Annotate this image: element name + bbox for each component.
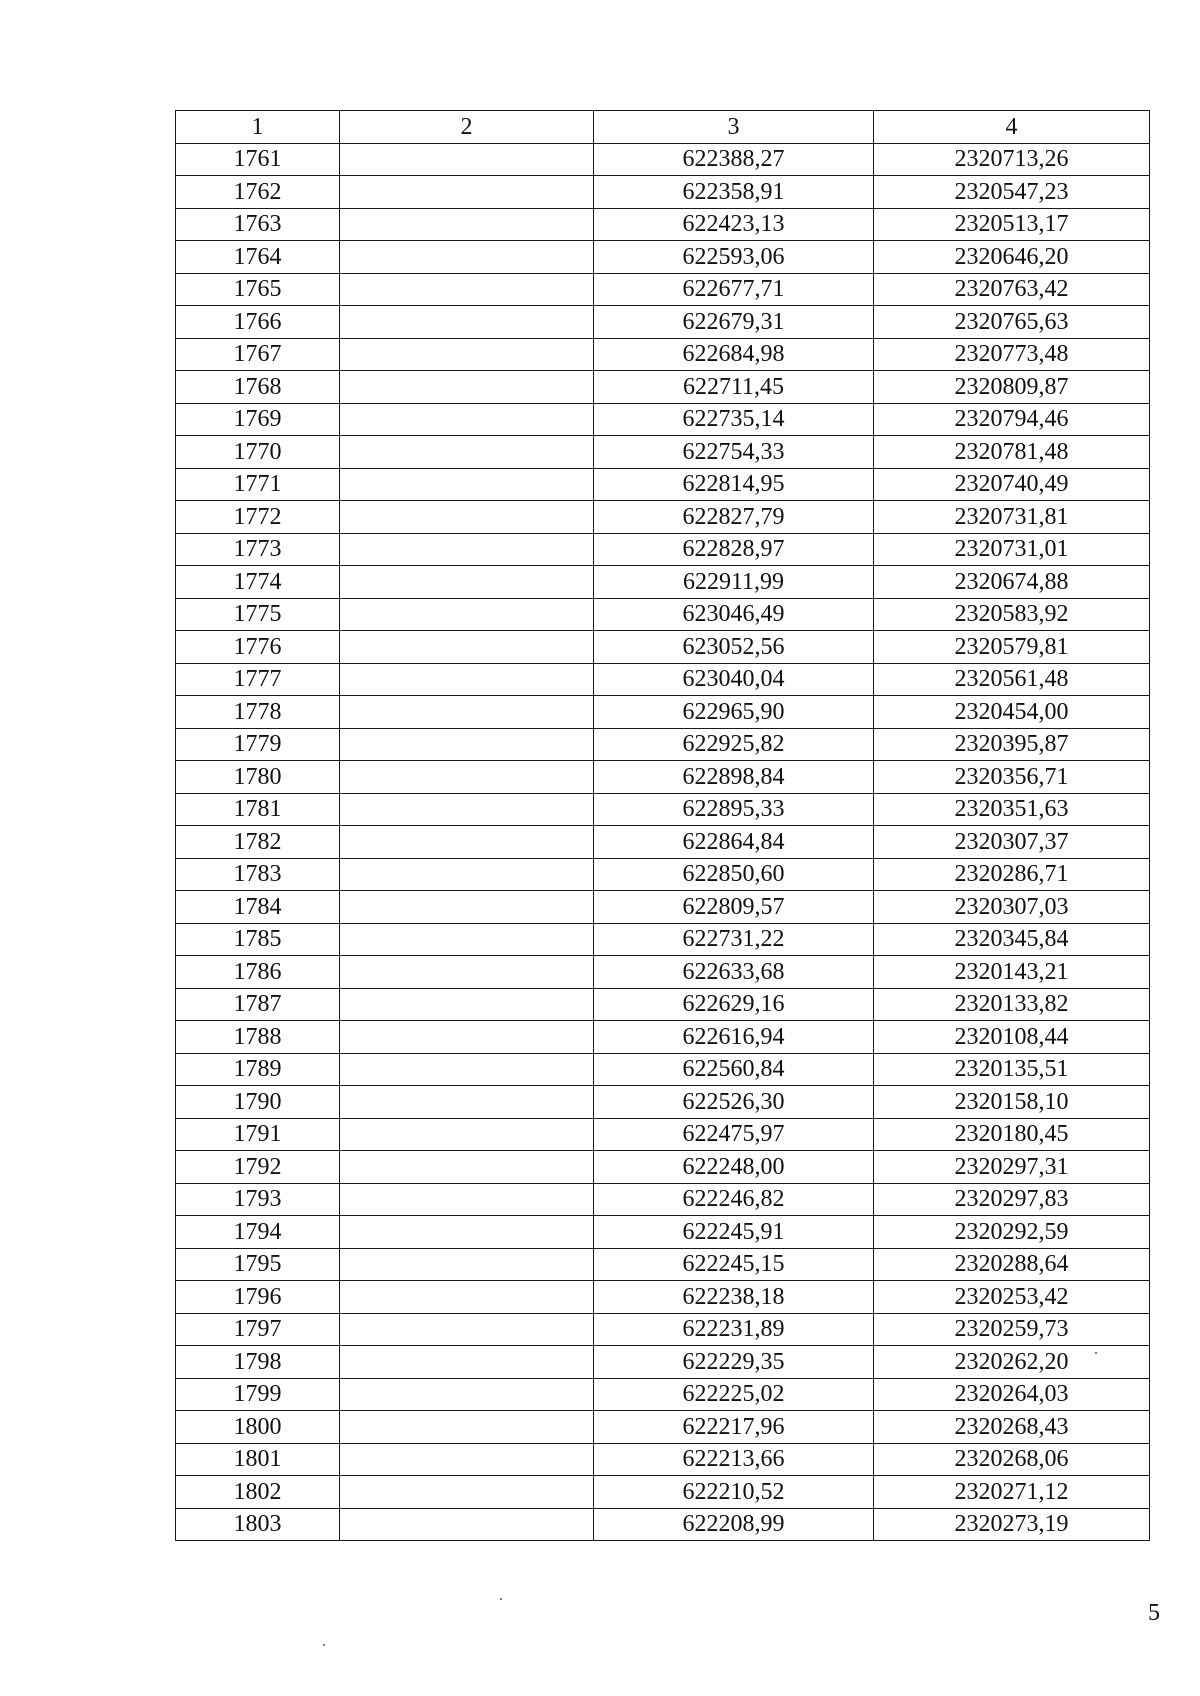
- table-cell-col-3: 622925,82: [594, 728, 874, 761]
- table-cell-col-3: 622827,79: [594, 501, 874, 534]
- table-cell-col-4: 2320579,81: [874, 631, 1150, 664]
- table-row: [176, 1151, 1150, 1184]
- table-cell-col-2: [340, 143, 594, 176]
- table-cell-col-1: 1768: [176, 371, 340, 404]
- table-row: [176, 371, 1150, 404]
- table-cell-col-4: 2320135,51: [874, 1053, 1150, 1086]
- table-cell-col-2: [340, 1508, 594, 1541]
- table-cell-col-3: 622229,35: [594, 1346, 874, 1379]
- scan-speck: [1095, 1352, 1097, 1354]
- table-cell-col-3: 622898,84: [594, 761, 874, 794]
- table-cell-col-1: 1769: [176, 403, 340, 436]
- table-cell-col-1: 1787: [176, 988, 340, 1021]
- table-cell-col-2: [340, 858, 594, 891]
- table-row: [176, 1378, 1150, 1411]
- table-cell-col-2: [340, 371, 594, 404]
- table-cell-col-2: [340, 1151, 594, 1184]
- table-row: [176, 1443, 1150, 1476]
- table-cell-col-2: [340, 241, 594, 274]
- table-cell-col-2: [340, 208, 594, 241]
- table-row: [176, 306, 1150, 339]
- table-cell-col-2: [340, 1313, 594, 1346]
- table-row: [176, 891, 1150, 924]
- table-cell-col-1: 1777: [176, 663, 340, 696]
- table-cell-col-4: 2320253,42: [874, 1281, 1150, 1314]
- table-cell-col-4: 2320731,01: [874, 533, 1150, 566]
- table-cell-col-1: 1774: [176, 566, 340, 599]
- table-cell-col-1: 1778: [176, 696, 340, 729]
- table-cell-col-3: 622633,68: [594, 956, 874, 989]
- table-cell-col-2: [340, 598, 594, 631]
- table-row: [176, 1118, 1150, 1151]
- table-cell-col-3: 622593,06: [594, 241, 874, 274]
- table-cell-col-3: 622965,90: [594, 696, 874, 729]
- table-cell-col-3: 622475,97: [594, 1118, 874, 1151]
- table-cell-col-3: 622754,33: [594, 436, 874, 469]
- table-cell-col-3: 622245,15: [594, 1248, 874, 1281]
- table-cell-col-1: 1775: [176, 598, 340, 631]
- table-cell-col-1: 1772: [176, 501, 340, 534]
- table-cell-col-3: 623052,56: [594, 631, 874, 664]
- table-cell-col-2: [340, 988, 594, 1021]
- table-cell-col-1: 1763: [176, 208, 340, 241]
- table-cell-col-4: 2320262,20: [874, 1346, 1150, 1379]
- table-cell-col-2: [340, 956, 594, 989]
- table-cell-col-2: [340, 728, 594, 761]
- table-cell-col-3: 622731,22: [594, 923, 874, 956]
- table-cell-col-1: 1788: [176, 1021, 340, 1054]
- table-cell-col-2: [340, 1346, 594, 1379]
- table-row: [176, 631, 1150, 664]
- table-cell-col-3: 622213,66: [594, 1443, 874, 1476]
- table-cell-col-4: 2320297,83: [874, 1183, 1150, 1216]
- scan-speck: [323, 1644, 325, 1646]
- table-cell-col-1: 1789: [176, 1053, 340, 1086]
- table-cell-col-2: [340, 891, 594, 924]
- table-row: [176, 273, 1150, 306]
- table-cell-col-3: 622246,82: [594, 1183, 874, 1216]
- table-cell-col-4: 2320809,87: [874, 371, 1150, 404]
- header-row: [176, 111, 1150, 144]
- table-cell-col-1: 1767: [176, 338, 340, 371]
- table-cell-col-2: [340, 1216, 594, 1249]
- table-cell-col-2: [340, 1053, 594, 1086]
- table-cell-col-3: 622814,95: [594, 468, 874, 501]
- table-cell-col-4: 2320264,03: [874, 1378, 1150, 1411]
- table-cell-col-1: 1795: [176, 1248, 340, 1281]
- table-cell-col-3: 622358,91: [594, 176, 874, 209]
- table-cell-col-2: [340, 566, 594, 599]
- table-row: [176, 1313, 1150, 1346]
- table-cell-col-3: 622735,14: [594, 403, 874, 436]
- table-cell-col-3: 622677,71: [594, 273, 874, 306]
- table-cell-col-1: 1781: [176, 793, 340, 826]
- table-cell-col-3: 622217,96: [594, 1411, 874, 1444]
- table-cell-col-4: 2320108,44: [874, 1021, 1150, 1054]
- table-cell-col-1: 1783: [176, 858, 340, 891]
- table-cell-col-1: 1785: [176, 923, 340, 956]
- table-cell-col-1: 1798: [176, 1346, 340, 1379]
- table-cell-col-4: 2320345,84: [874, 923, 1150, 956]
- table-row: [176, 468, 1150, 501]
- table-row: [176, 1346, 1150, 1379]
- table-cell-col-3: 622850,60: [594, 858, 874, 891]
- table-cell-col-3: 622208,99: [594, 1508, 874, 1541]
- table-row: [176, 923, 1150, 956]
- header-cell-1: 1: [176, 111, 340, 144]
- table-row: [176, 793, 1150, 826]
- table-cell-col-4: 2320133,82: [874, 988, 1150, 1021]
- table-cell-col-3: 622684,98: [594, 338, 874, 371]
- table-cell-col-4: 2320180,45: [874, 1118, 1150, 1151]
- table-cell-col-4: 2320395,87: [874, 728, 1150, 761]
- table-row: [176, 663, 1150, 696]
- table-cell-col-3: 622679,31: [594, 306, 874, 339]
- table-cell-col-2: [340, 631, 594, 664]
- table-cell-col-1: 1801: [176, 1443, 340, 1476]
- table-cell-col-1: 1780: [176, 761, 340, 794]
- table-cell-col-2: [340, 1086, 594, 1119]
- table-cell-col-4: 2320646,20: [874, 241, 1150, 274]
- table-row: [176, 1086, 1150, 1119]
- table-cell-col-4: 2320286,71: [874, 858, 1150, 891]
- table-cell-col-2: [340, 501, 594, 534]
- table-row: [176, 566, 1150, 599]
- table-row: [176, 143, 1150, 176]
- table-cell-col-1: 1792: [176, 1151, 340, 1184]
- table-cell-col-4: 2320794,46: [874, 403, 1150, 436]
- table-cell-col-1: 1784: [176, 891, 340, 924]
- table-cell-col-1: 1799: [176, 1378, 340, 1411]
- table-cell-col-3: 623040,04: [594, 663, 874, 696]
- table-cell-col-2: [340, 1378, 594, 1411]
- table-cell-col-3: 622210,52: [594, 1476, 874, 1509]
- table-cell-col-2: [340, 761, 594, 794]
- table-cell-col-3: 622616,94: [594, 1021, 874, 1054]
- table-cell-col-4: 2320731,81: [874, 501, 1150, 534]
- table-cell-col-2: [340, 1281, 594, 1314]
- table-cell-col-1: 1771: [176, 468, 340, 501]
- table-cell-col-2: [340, 273, 594, 306]
- table-cell-col-2: [340, 1476, 594, 1509]
- table-cell-col-1: 1765: [176, 273, 340, 306]
- table-cell-col-1: 1782: [176, 826, 340, 859]
- table-cell-col-1: 1794: [176, 1216, 340, 1249]
- table-cell-col-2: [340, 1411, 594, 1444]
- table-row: [176, 598, 1150, 631]
- table-cell-col-2: [340, 403, 594, 436]
- table-row: [176, 1248, 1150, 1281]
- table-cell-col-2: [340, 696, 594, 729]
- table-cell-col-4: 2320674,88: [874, 566, 1150, 599]
- table-row: [176, 1216, 1150, 1249]
- table-cell-col-4: 2320561,48: [874, 663, 1150, 696]
- scan-speck: [500, 1598, 502, 1600]
- table-cell-col-4: 2320158,10: [874, 1086, 1150, 1119]
- table-row: [176, 858, 1150, 891]
- table-cell-col-3: 622560,84: [594, 1053, 874, 1086]
- table-cell-col-2: [340, 1248, 594, 1281]
- table-cell-col-4: 2320259,73: [874, 1313, 1150, 1346]
- table-cell-col-3: 622388,27: [594, 143, 874, 176]
- table-cell-col-2: [340, 1021, 594, 1054]
- table-row: [176, 1281, 1150, 1314]
- table-row: [176, 826, 1150, 859]
- table-cell-col-2: [340, 468, 594, 501]
- table-cell-col-2: [340, 533, 594, 566]
- table-row: [176, 533, 1150, 566]
- table-cell-col-4: 2320454,00: [874, 696, 1150, 729]
- table-cell-col-4: 2320307,37: [874, 826, 1150, 859]
- header-cell-3: 3: [594, 111, 874, 144]
- table-cell-col-1: 1803: [176, 1508, 340, 1541]
- table-row: [176, 403, 1150, 436]
- table-row: [176, 176, 1150, 209]
- table-row: [176, 1183, 1150, 1216]
- table-row: [176, 696, 1150, 729]
- table-cell-col-3: 622423,13: [594, 208, 874, 241]
- table-row: [176, 988, 1150, 1021]
- table-row: [176, 761, 1150, 794]
- table-cell-col-1: 1779: [176, 728, 340, 761]
- table-cell-col-1: 1800: [176, 1411, 340, 1444]
- table-cell-col-2: [340, 923, 594, 956]
- table-cell-col-4: 2320143,21: [874, 956, 1150, 989]
- table-cell-col-3: 622225,02: [594, 1378, 874, 1411]
- table-cell-col-3: 623046,49: [594, 598, 874, 631]
- table-row: [176, 1411, 1150, 1444]
- table-cell-col-2: [340, 338, 594, 371]
- table-cell-col-1: 1770: [176, 436, 340, 469]
- table-cell-col-2: [340, 826, 594, 859]
- table-cell-col-4: 2320513,17: [874, 208, 1150, 241]
- table-cell-col-4: 2320307,03: [874, 891, 1150, 924]
- table-cell-col-1: 1766: [176, 306, 340, 339]
- table-row: [176, 501, 1150, 534]
- table-cell-col-3: 622895,33: [594, 793, 874, 826]
- table-row: [176, 956, 1150, 989]
- table-row: [176, 208, 1150, 241]
- table-cell-col-2: [340, 663, 594, 696]
- table-cell-col-4: 2320273,19: [874, 1508, 1150, 1541]
- table-cell-col-2: [340, 793, 594, 826]
- table-row: [176, 728, 1150, 761]
- table-cell-col-4: 2320713,26: [874, 143, 1150, 176]
- header-cell-2: 2: [340, 111, 594, 144]
- table-cell-col-4: 2320288,64: [874, 1248, 1150, 1281]
- table-cell-col-4: 2320297,31: [874, 1151, 1150, 1184]
- table-cell-col-1: 1773: [176, 533, 340, 566]
- table-cell-col-1: 1762: [176, 176, 340, 209]
- table-cell-col-4: 2320271,12: [874, 1476, 1150, 1509]
- table-cell-col-3: 622629,16: [594, 988, 874, 1021]
- table-cell-col-4: 2320351,63: [874, 793, 1150, 826]
- table-cell-col-2: [340, 436, 594, 469]
- table-cell-col-1: 1786: [176, 956, 340, 989]
- table-row: [176, 1508, 1150, 1541]
- table-row: [176, 436, 1150, 469]
- table-cell-col-3: 622711,45: [594, 371, 874, 404]
- coordinates-table-body: [176, 111, 1150, 1541]
- table-cell-col-1: 1791: [176, 1118, 340, 1151]
- table-cell-col-4: 2320765,63: [874, 306, 1150, 339]
- table-cell-col-2: [340, 176, 594, 209]
- table-cell-col-3: 622245,91: [594, 1216, 874, 1249]
- table-cell-col-4: 2320356,71: [874, 761, 1150, 794]
- table-cell-col-4: 2320268,43: [874, 1411, 1150, 1444]
- table-cell-col-3: 622248,00: [594, 1151, 874, 1184]
- table-row: [176, 1053, 1150, 1086]
- table-row: [176, 241, 1150, 274]
- table-cell-col-1: 1776: [176, 631, 340, 664]
- table-cell-col-4: 2320547,23: [874, 176, 1150, 209]
- table-cell-col-2: [340, 306, 594, 339]
- table-cell-col-1: 1802: [176, 1476, 340, 1509]
- table-cell-col-1: 1790: [176, 1086, 340, 1119]
- table-cell-col-4: 2320763,42: [874, 273, 1150, 306]
- page-number: 5: [1148, 1600, 1160, 1626]
- table-row: [176, 1021, 1150, 1054]
- table-cell-col-4: 2320292,59: [874, 1216, 1150, 1249]
- table-cell-col-4: 2320268,06: [874, 1443, 1150, 1476]
- table-cell-col-4: 2320781,48: [874, 436, 1150, 469]
- table-cell-col-3: 622911,99: [594, 566, 874, 599]
- table-cell-col-4: 2320583,92: [874, 598, 1150, 631]
- table-cell-col-2: [340, 1118, 594, 1151]
- table-cell-col-3: 622526,30: [594, 1086, 874, 1119]
- table-row: [176, 338, 1150, 371]
- table-cell-col-1: 1796: [176, 1281, 340, 1314]
- coordinates-table: [175, 110, 1150, 1541]
- table-cell-col-4: 2320740,49: [874, 468, 1150, 501]
- table-cell-col-3: 622238,18: [594, 1281, 874, 1314]
- table-cell-col-1: 1793: [176, 1183, 340, 1216]
- table-cell-col-2: [340, 1183, 594, 1216]
- header-cell-4: 4: [874, 111, 1150, 144]
- table-cell-col-3: 622828,97: [594, 533, 874, 566]
- table-cell-col-2: [340, 1443, 594, 1476]
- table-cell-col-4: 2320773,48: [874, 338, 1150, 371]
- table-row: [176, 1476, 1150, 1509]
- table-cell-col-1: 1797: [176, 1313, 340, 1346]
- table-cell-col-1: 1761: [176, 143, 340, 176]
- table-cell-col-3: 622864,84: [594, 826, 874, 859]
- table-cell-col-3: 622809,57: [594, 891, 874, 924]
- table-cell-col-1: 1764: [176, 241, 340, 274]
- table-cell-col-3: 622231,89: [594, 1313, 874, 1346]
